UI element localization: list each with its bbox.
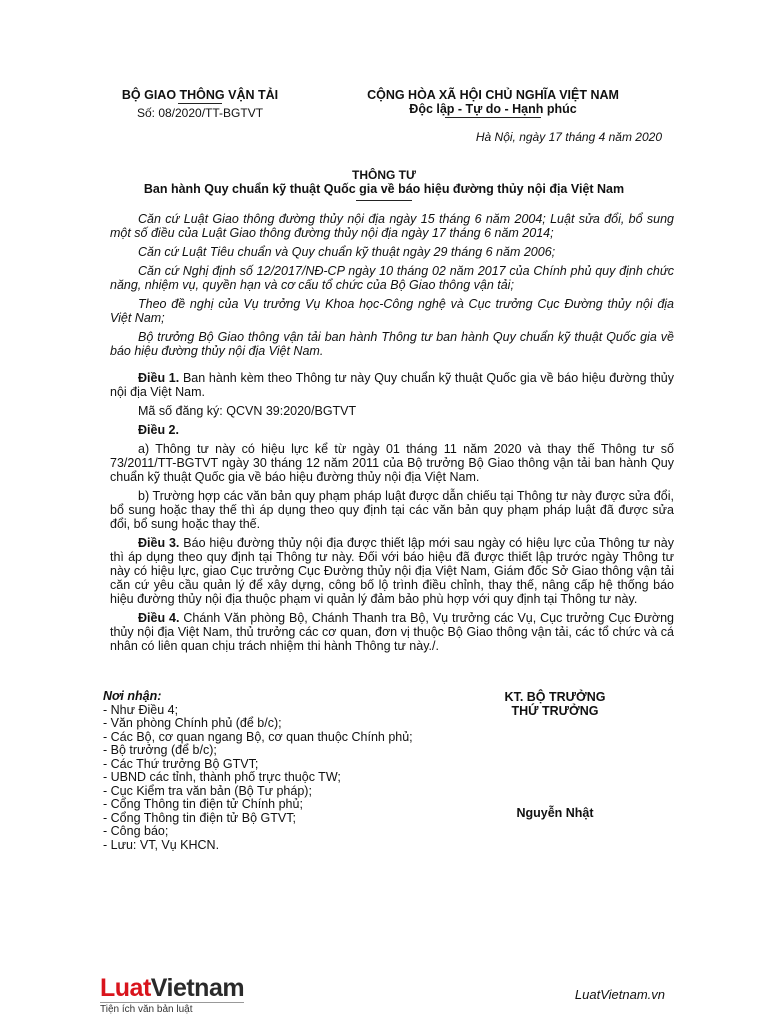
- recipient-item: - Cổng Thông tin điện tử Bộ GTVT;: [103, 810, 296, 825]
- national-header-block: [348, 88, 638, 118]
- agency-underline: [178, 103, 222, 104]
- article-1: [110, 371, 674, 399]
- article-3: [110, 536, 674, 606]
- article-4: [110, 611, 674, 653]
- recipients-block: [103, 690, 443, 852]
- place-and-date: Hà Nội, ngày 17 tháng 4 năm 2020: [475, 130, 662, 144]
- document-number: Số: 08/2020/TT-BGTVT: [136, 106, 264, 120]
- registration-code: Mã số đăng ký: QCVN 39:2020/BGTVT: [138, 404, 357, 418]
- signer-title-1: KT. BỘ TRƯỞNG: [504, 690, 606, 704]
- national-motto: Độc lập - Tự do - Hạnh phúc: [409, 102, 577, 116]
- logo-tagline: Tiện ích văn bản luật: [100, 1002, 244, 1015]
- article-3-text: Báo hiệu đường thủy nội địa được thiết lập mới sau ngày có hiệu lực của Thông tư này thì áp dụng theo quy định tại Thông tư này. Đối với báo hiệu đã được thiết lập trước ngày Thông tư này có hiệu lực, giao Cục trưởng Cục Đường thủy nội địa Việt Nam, Giám đốc Sở Giao thông vận tải căn cứ yêu cầu quản lý để xây dựng, công bố lộ trình điều chỉnh, thay thế, nâng cấp hệ thống báo hiệu đường thủy nội địa thuộc phạm vi quản lý đảm bảo phù hợp với quy định tại Thông tư này.: [110, 536, 674, 606]
- issuing-agency: BỘ GIAO THÔNG VẬN TẢI: [121, 88, 279, 102]
- document-body: [110, 212, 674, 658]
- luatvietnam-logo: [100, 975, 244, 1015]
- logo-wordmark: LuatVietnam: [100, 974, 245, 1002]
- preamble-paragraph: Căn cứ Luật Giao thông đường thủy nội địa ngày 15 tháng 6 năm 2004; Luật sửa đổi, bổ sung một số điều của Luật Giao thông đường thủy nội địa ngày 17 tháng 6 năm 2014;: [110, 212, 674, 240]
- signature-block: [450, 690, 660, 820]
- recipient-item: - Như Điều 4;: [103, 702, 179, 717]
- recipient-item: - Cục Kiểm tra văn bản (Bộ Tư pháp);: [103, 783, 312, 798]
- article-2-clause-b: b) Trường hợp các văn bản quy phạm pháp luật được dẫn chiếu tại Thông tư này được sửa đổi, bổ sung hoặc thay thế thì áp dụng theo quy định tại các văn bản quy phạm pháp luật đã được sửa đổi, bổ sung hoặc thay thế.: [110, 489, 674, 531]
- preamble-paragraph: Theo đề nghị của Vụ trưởng Vụ Khoa học-Công nghệ và Cục trưởng Cục Đường thủy nội địa Việt Nam;: [110, 297, 674, 325]
- site-footer-link: LuatVietnam.vn: [574, 987, 665, 1002]
- preamble-paragraph: Căn cứ Luật Tiêu chuẩn và Quy chuẩn kỹ thuật ngày 29 tháng 6 năm 2006;: [138, 245, 556, 259]
- motto-underline: [445, 117, 541, 118]
- recipient-item: - Các Thứ trưởng Bộ GTVT;: [103, 756, 259, 771]
- article-2: [110, 423, 674, 437]
- article-4-label: Điều 4.: [138, 611, 180, 625]
- recipients-title: Nơi nhận:: [103, 689, 162, 703]
- recipient-item: - Bộ trưởng (để b/c);: [103, 743, 217, 757]
- recipient-item: - Văn phòng Chính phủ (để b/c);: [103, 716, 282, 730]
- article-1-text: Ban hành kèm theo Thông tư này Quy chuẩn kỹ thuật Quốc gia về báo hiệu đường thủy nội địa Việt Nam.: [110, 371, 674, 399]
- recipient-item: - Lưu: VT, Vụ KHCN.: [103, 837, 220, 852]
- signer-title-2: THỨ TRƯỞNG: [511, 704, 599, 718]
- article-3-label: Điều 3.: [138, 536, 180, 550]
- signer-name: Nguyễn Nhật: [516, 806, 594, 820]
- article-1-label: Điều 1.: [138, 371, 180, 385]
- preamble-paragraph: Căn cứ Nghị định số 12/2017/NĐ-CP ngày 10 tháng 02 năm 2017 của Chính phủ quy định chức năng, nhiệm vụ, quyền hạn và cơ cấu tổ chức của Bộ Giao thông vận tải;: [110, 264, 674, 292]
- issuing-agency-block: [100, 88, 300, 120]
- title-underline: [356, 200, 412, 201]
- article-4-text: Chánh Văn phòng Bộ, Chánh Thanh tra Bộ, Vụ trưởng các Vụ, Cục trưởng Cục Đường thủy nội địa Việt Nam, thủ trưởng các cơ quan, đơn vị thuộc Bộ Giao thông vận tải, các tổ chức và cá nhân có liên quan chịu trách nhiệm thi hành Thông tư này./.: [110, 611, 674, 653]
- article-2-label: Điều 2.: [138, 423, 179, 437]
- document-title: Ban hành Quy chuẩn kỹ thuật Quốc gia về báo hiệu đường thủy nội địa Việt Nam: [143, 182, 625, 196]
- recipient-item: - UBND các tỉnh, thành phố trực thuộc TW;: [103, 770, 341, 784]
- preamble-paragraph: Bộ trưởng Bộ Giao thông vận tải ban hành Thông tư ban hành Quy chuẩn kỹ thuật Quốc gia về báo hiệu đường thủy nội địa Việt Nam.: [110, 330, 674, 358]
- document-type: THÔNG TƯ: [352, 168, 416, 182]
- article-2-clause-a: a) Thông tư này có hiệu lực kể từ ngày 01 tháng 11 năm 2020 và thay thế Thông tư số 73/2011/TT-BGTVT ngày 30 tháng 12 năm 2011 của Bộ trưởng Bộ Giao thông vận tải ban hành Quy chuẩn kỹ thuật Quốc gia về báo hiệu đường thủy nội địa Việt Nam.: [110, 442, 674, 484]
- national-name: CỘNG HÒA XÃ HỘI CHỦ NGHĨA VIỆT NAM: [367, 88, 619, 102]
- recipient-item: - Cổng Thông tin điện tử Chính phủ;: [103, 797, 303, 811]
- recipient-item: - Công báo;: [103, 824, 169, 838]
- recipient-item: - Các Bộ, cơ quan ngang Bộ, cơ quan thuộc Chính phủ;: [103, 729, 413, 744]
